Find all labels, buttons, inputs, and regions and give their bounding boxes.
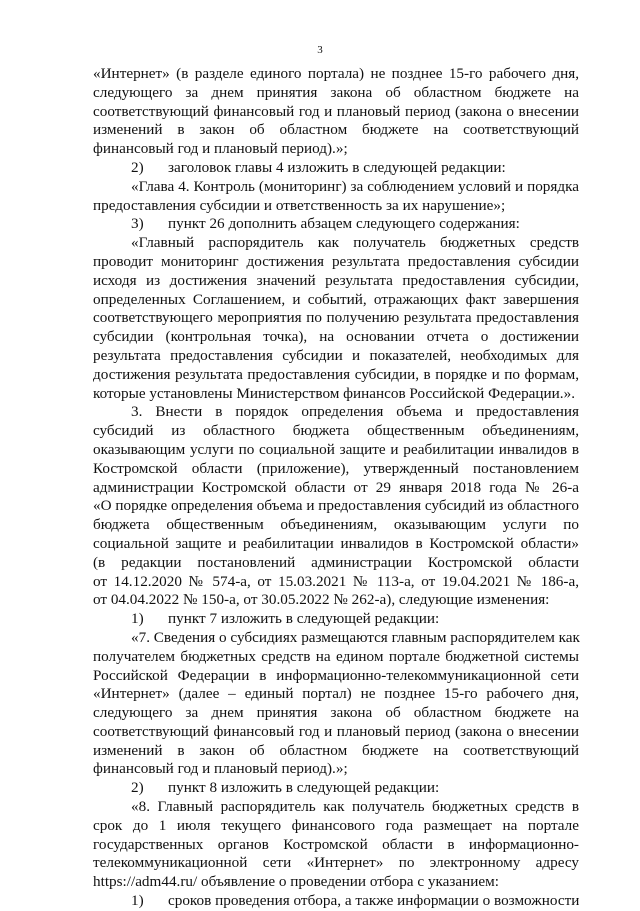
text-line: государственных органов Костромской области в информационно- bbox=[93, 835, 579, 853]
text-line: соответствующий финансовый год и плановый период (закона о внесении bbox=[93, 722, 579, 740]
text-line: «Интернет» (далее – единый портал) не позднее 15-го рабочего дня, bbox=[93, 685, 579, 703]
item-text: пункт 26 дополнить абзацем следующего содержания: bbox=[168, 215, 520, 233]
text-line: финансовый год и плановый период).»; bbox=[93, 760, 348, 778]
text-line: следующего за днем принятия закона об областном бюджете на bbox=[93, 83, 579, 101]
numbered-line bbox=[93, 779, 579, 798]
text-line: «8. Главный распорядитель как получатель бюджетных средств в bbox=[131, 798, 579, 816]
text-line: достижения результата предоставления субсидии, в порядке и по формам, bbox=[93, 365, 579, 383]
text-line: определенных Соглашением, и событий, отражающих факт завершения bbox=[93, 290, 579, 308]
text-line: от 14.12.2020 № 574-а, от 15.03.2021 № 113-а, от 19.04.2021 № 186-а, bbox=[93, 572, 579, 590]
text-line: получателем бюджетных средств на едином портале бюджетной системы bbox=[93, 647, 579, 665]
item-number: 1) bbox=[131, 610, 144, 628]
text-line: администрации Костромской области от 29 января 2018 года № 26-а bbox=[93, 478, 579, 496]
text-line: финансовый год и плановый период).»; bbox=[93, 140, 348, 158]
text-line: телекоммуникационной сети «Интернет» по электронному адресу bbox=[93, 854, 579, 872]
item-text: заголовок главы 4 изложить в следующей редакции: bbox=[168, 158, 506, 176]
text-line: 3. Внести в порядок определения объема и предоставления bbox=[131, 403, 579, 421]
text-line: социальной защите и реабилитации инвалидов в Костромской области» bbox=[93, 534, 579, 552]
text-line: срок до 1 июля текущего финансового года размещает на портале bbox=[93, 816, 579, 834]
numbered-line bbox=[93, 215, 579, 234]
text-line: от 04.04.2022 № 150-а, от 30.05.2022 № 262-а), следующие изменения: bbox=[93, 591, 550, 609]
item-text: пункт 8 изложить в следующей редакции: bbox=[168, 779, 440, 797]
text-line: Костромской области (приложение), утвержденный постановлением bbox=[93, 459, 579, 477]
text-line: следующего за днем принятия закона об областном бюджете на bbox=[93, 704, 579, 722]
text-line: (в редакции постановлений администрации Костромской области bbox=[93, 553, 579, 571]
page-number: 3 bbox=[317, 44, 323, 56]
text-line: «7. Сведения о субсидиях размещаются главным распорядителем как bbox=[131, 628, 580, 646]
text-line: субсидии (контрольная точка), на основании отчета о достижении bbox=[93, 328, 579, 346]
text-line: «О порядке определения объема и предоставления субсидий из областного bbox=[93, 497, 579, 515]
text-line: изменений в закон об областном бюджете на соответствующий bbox=[93, 741, 579, 759]
numbered-line bbox=[93, 159, 579, 178]
text-line: оказывающим услуги по социальной защите и реабилитации инвалидов в bbox=[93, 440, 579, 458]
text-line: бюджета общественным объединениям, оказывающим услуги по bbox=[93, 516, 579, 534]
item-number: 3) bbox=[131, 215, 144, 233]
item-text: сроков проведения отбора, а также информации о возможности bbox=[168, 892, 580, 910]
text-line: соответствующего мероприятия по получению результата предоставления bbox=[93, 309, 579, 327]
item-number: 2) bbox=[131, 779, 144, 797]
text-line: Российской Федерации в информационно-телекоммуникационной сети bbox=[93, 666, 579, 684]
text-line: «Глава 4. Контроль (мониторинг) за соблюдением условий и порядка bbox=[131, 177, 579, 195]
text-line: результата предоставления субсидии и показателей, необходимых для bbox=[93, 346, 579, 364]
text-line: предоставления субсидии и ответственность за их нарушение»; bbox=[93, 196, 506, 214]
text-line: изменений в закон об областном бюджете на соответствующий bbox=[93, 121, 579, 139]
text-line: https://adm44.ru/ объявление о проведении отбора с указанием: bbox=[93, 873, 499, 891]
text-line: «Главный распорядитель как получатель бюджетных средств bbox=[131, 234, 579, 252]
text-line: которые установлены Министерством финансов Российской Федерации.». bbox=[93, 384, 575, 402]
item-number: 2) bbox=[131, 158, 144, 176]
text-line: субсидий из областного бюджета общественным объединениям, bbox=[93, 422, 579, 440]
numbered-line bbox=[93, 610, 579, 629]
text-line: проводит мониторинг достижения результата предоставления субсидии bbox=[93, 252, 579, 270]
text-line: «Интернет» (в разделе единого портала) не позднее 15-го рабочего дня, bbox=[93, 65, 579, 82]
text-line: соответствующий финансовый год и плановый период (закона о внесении bbox=[93, 102, 579, 120]
document-body bbox=[93, 65, 579, 911]
numbered-line bbox=[93, 892, 579, 911]
item-number: 1) bbox=[131, 892, 144, 910]
text-line: исходя из достижения значений результата предоставления субсидии, bbox=[93, 271, 579, 289]
item-text: пункт 7 изложить в следующей редакции: bbox=[168, 610, 440, 628]
